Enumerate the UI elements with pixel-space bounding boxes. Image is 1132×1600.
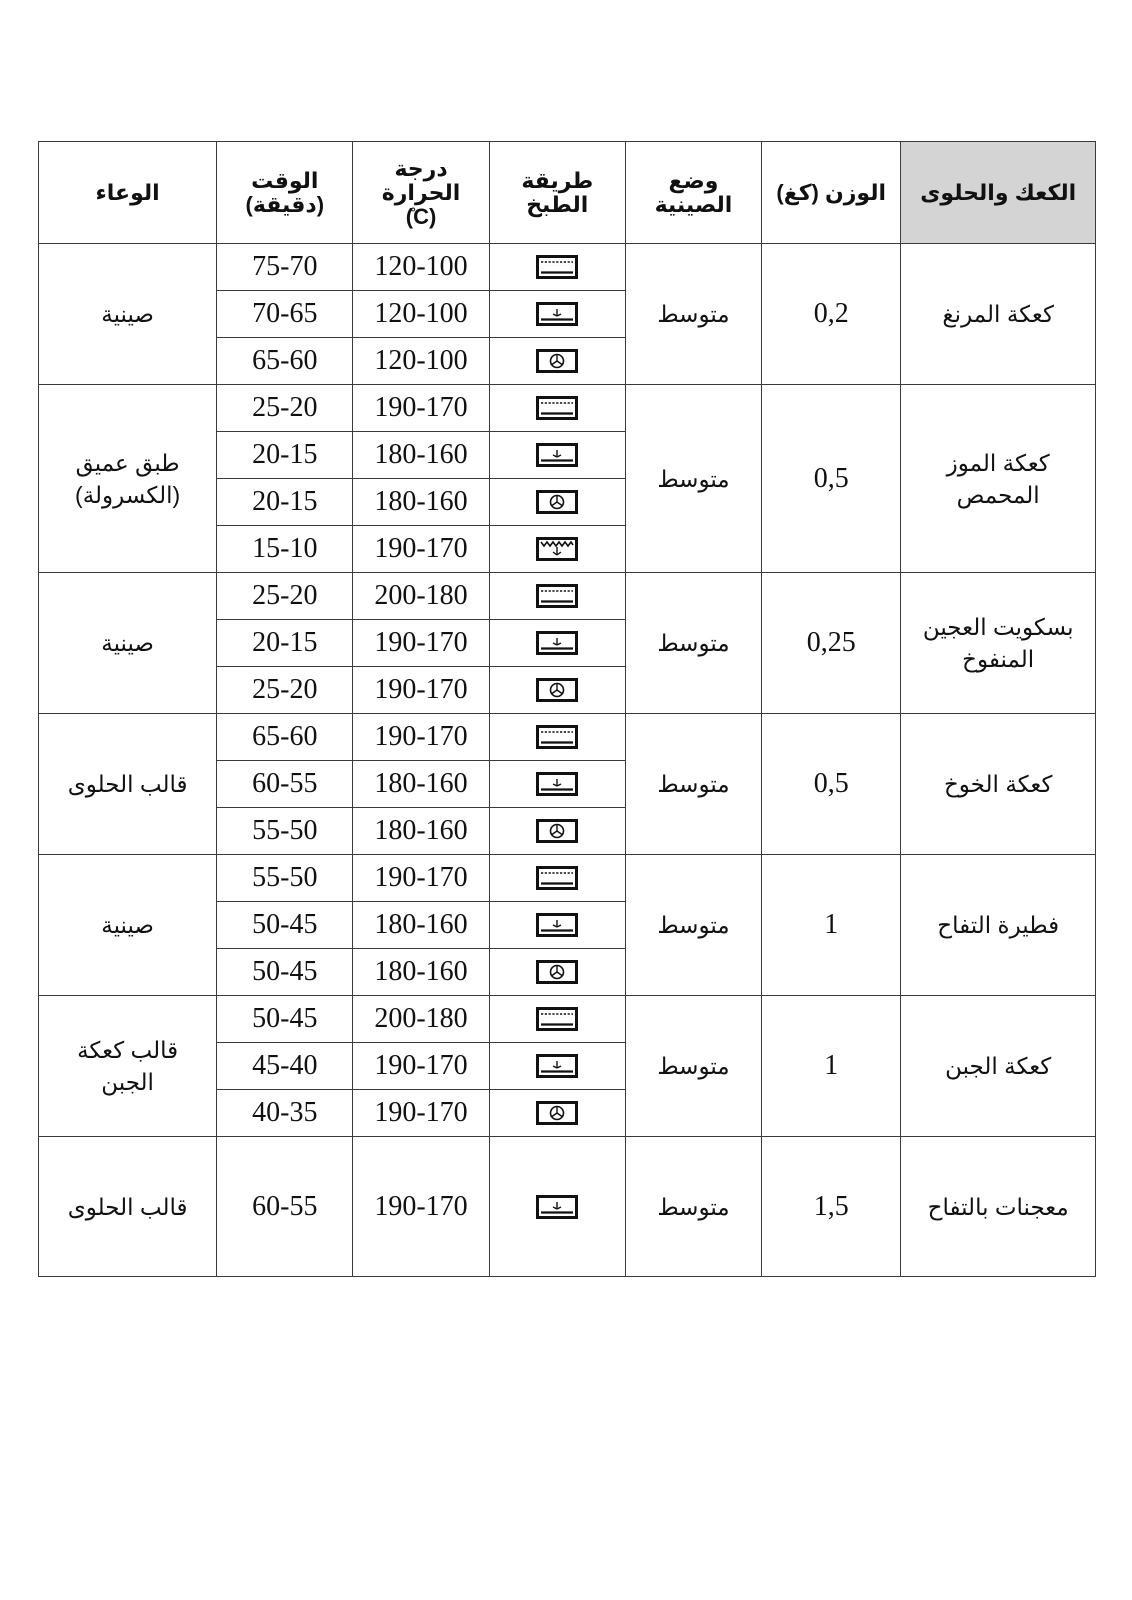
shelf-cell: متوسط [625, 714, 761, 855]
time-cell: 25-20 [217, 385, 353, 432]
bottom-heat-fan-icon [536, 913, 578, 937]
method-cell [489, 714, 625, 761]
time-cell: 20-15 [217, 620, 353, 667]
time-cell: 45-40 [217, 1043, 353, 1090]
shelf-cell: متوسط [625, 573, 761, 714]
product-cell [901, 573, 1096, 714]
method-cell [489, 620, 625, 667]
temperature-cell: 190-170 [353, 1090, 489, 1137]
temperature-cell: 190-170 [353, 526, 489, 573]
time-cell: 15-10 [217, 526, 353, 573]
top-bottom-heat-icon [536, 725, 578, 749]
top-bottom-heat-icon [536, 396, 578, 420]
method-cell [489, 761, 625, 808]
product-name: كعكة المرنغ [942, 301, 1054, 327]
container-cell [39, 244, 217, 385]
method-cell [489, 526, 625, 573]
temperature-cell: 120-100 [353, 244, 489, 291]
time-cell: 25-20 [217, 573, 353, 620]
container-text: صينية [101, 630, 154, 656]
time-cell: 55-50 [217, 855, 353, 902]
weight-cell: 0,5 [762, 714, 901, 855]
header-weight: الوزن (كغ) [762, 142, 901, 244]
table-row [39, 385, 1096, 432]
table-row [39, 573, 1096, 620]
container-cell [39, 573, 217, 714]
container-text: (الكسرولة) [75, 481, 181, 508]
time-cell: 50-45 [217, 902, 353, 949]
time-cell: 65-60 [217, 338, 353, 385]
weight-cell: 1 [762, 996, 901, 1137]
time-cell: 75-70 [217, 244, 353, 291]
method-cell [489, 573, 625, 620]
table-row [39, 714, 1096, 761]
method-cell [489, 808, 625, 855]
product-name: بسكويت العجين [922, 614, 1074, 640]
method-cell [489, 385, 625, 432]
product-name: كعكة الجبن [945, 1053, 1052, 1079]
header-time-line: (دقيقة) [245, 191, 325, 217]
product-name: المنفوخ [962, 646, 1035, 672]
method-cell [489, 291, 625, 338]
weight-cell: 0,5 [762, 385, 901, 573]
product-cell [901, 385, 1096, 573]
weight-cell: 0,2 [762, 244, 901, 385]
temperature-cell: 120-100 [353, 338, 489, 385]
header-time [217, 142, 353, 244]
temperature-cell: 190-170 [353, 714, 489, 761]
container-text: الجبن [101, 1069, 154, 1095]
time-cell: 25-20 [217, 667, 353, 714]
header-temperature-line: (̊C) [405, 203, 437, 229]
product-cell [901, 996, 1096, 1137]
temperature-cell: 190-170 [353, 667, 489, 714]
method-cell [489, 1137, 625, 1277]
method-cell [489, 855, 625, 902]
header-container: الوعاء [39, 142, 217, 244]
weight-cell: 1,5 [762, 1137, 901, 1277]
container-text: صينية [101, 912, 154, 938]
header-method-line: طريقة [521, 167, 594, 193]
temperature-cell: 180-160 [353, 808, 489, 855]
product-name: معجنات بالتفاح [927, 1193, 1069, 1220]
table-body [39, 244, 1096, 1277]
top-bottom-heat-icon [536, 866, 578, 890]
time-cell: 65-60 [217, 714, 353, 761]
header-temperature-line: درجة [394, 155, 448, 181]
header-method-line: الطبخ [526, 191, 589, 217]
temperature-cell: 190-170 [353, 385, 489, 432]
product-cell [901, 855, 1096, 996]
temperature-cell: 180-160 [353, 902, 489, 949]
fan-oven-icon [536, 960, 578, 984]
shelf-cell: متوسط [625, 1137, 761, 1277]
shelf-cell: متوسط [625, 244, 761, 385]
fan-oven-icon [536, 1101, 578, 1125]
weight-cell: 0,25 [762, 573, 901, 714]
top-bottom-heat-icon [536, 1007, 578, 1031]
container-text: قالب كعكة [77, 1037, 179, 1063]
bottom-heat-fan-icon [536, 302, 578, 326]
container-cell [39, 996, 217, 1137]
method-cell [489, 949, 625, 996]
bottom-heat-fan-icon [536, 631, 578, 655]
product-cell [901, 714, 1096, 855]
product-name: المحمص [956, 481, 1040, 508]
product-cell [901, 1137, 1096, 1277]
time-cell: 50-45 [217, 996, 353, 1043]
temperature-cell: 200-180 [353, 573, 489, 620]
container-cell [39, 855, 217, 996]
container-text: قالب الحلوى [67, 1193, 188, 1220]
temperature-cell: 180-160 [353, 432, 489, 479]
weight-cell: 1 [762, 855, 901, 996]
container-text: صينية [101, 301, 154, 327]
temperature-cell: 180-160 [353, 479, 489, 526]
table-row [39, 1137, 1096, 1277]
table-row [39, 996, 1096, 1043]
method-cell [489, 244, 625, 291]
product-name: كعكة الخوخ [943, 771, 1053, 797]
container-text: قالب الحلوى [67, 771, 188, 797]
bottom-heat-fan-icon [536, 772, 578, 796]
time-cell: 55-50 [217, 808, 353, 855]
fan-oven-icon [536, 819, 578, 843]
container-text: طبق عميق [75, 449, 180, 476]
top-bottom-heat-icon [536, 255, 578, 279]
bottom-heat-fan-icon [536, 443, 578, 467]
method-cell [489, 338, 625, 385]
baking-table [38, 141, 1096, 1277]
bottom-heat-fan-icon [536, 1195, 578, 1219]
header-temperature [353, 142, 489, 244]
time-cell: 50-45 [217, 949, 353, 996]
method-cell [489, 996, 625, 1043]
method-cell [489, 432, 625, 479]
temperature-cell: 180-160 [353, 949, 489, 996]
method-cell [489, 667, 625, 714]
time-cell: 20-15 [217, 432, 353, 479]
time-cell: 60-55 [217, 761, 353, 808]
product-cell [901, 244, 1096, 385]
bottom-heat-fan-icon [536, 1054, 578, 1078]
header-row [39, 142, 1096, 244]
shelf-cell: متوسط [625, 855, 761, 996]
temperature-cell: 190-170 [353, 1043, 489, 1090]
header-method [489, 142, 625, 244]
temperature-cell: 120-100 [353, 291, 489, 338]
table-row [39, 244, 1096, 291]
header-temperature-line: الحرارة [381, 179, 461, 205]
temperature-cell: 180-160 [353, 761, 489, 808]
table-row [39, 855, 1096, 902]
header-product: الكعك والحلوى [901, 142, 1096, 244]
product-name: فطيرة التفاح [937, 912, 1060, 938]
method-cell [489, 1090, 625, 1137]
time-cell: 70-65 [217, 291, 353, 338]
top-bottom-heat-icon [536, 584, 578, 608]
shelf-cell: متوسط [625, 996, 761, 1137]
temperature-cell: 190-170 [353, 620, 489, 667]
header-shelf [625, 142, 761, 244]
fan-oven-icon [536, 678, 578, 702]
temperature-cell: 190-170 [353, 1137, 489, 1277]
method-cell [489, 479, 625, 526]
temperature-cell: 190-170 [353, 855, 489, 902]
container-cell [39, 1137, 217, 1277]
header-shelf-line: الصينية [654, 191, 733, 217]
container-cell [39, 714, 217, 855]
header-time-line: الوقت [251, 167, 319, 193]
fan-oven-icon [536, 349, 578, 373]
time-cell: 40-35 [217, 1090, 353, 1137]
fan-oven-icon [536, 490, 578, 514]
method-cell [489, 902, 625, 949]
shelf-cell: متوسط [625, 385, 761, 573]
method-cell [489, 1043, 625, 1090]
time-cell: 60-55 [217, 1137, 353, 1277]
container-cell [39, 385, 217, 573]
time-cell: 20-15 [217, 479, 353, 526]
product-name: كعكة الموز [946, 449, 1050, 476]
temperature-cell: 200-180 [353, 996, 489, 1043]
grill-fan-icon [536, 537, 578, 561]
header-shelf-line: وضع [668, 167, 719, 193]
